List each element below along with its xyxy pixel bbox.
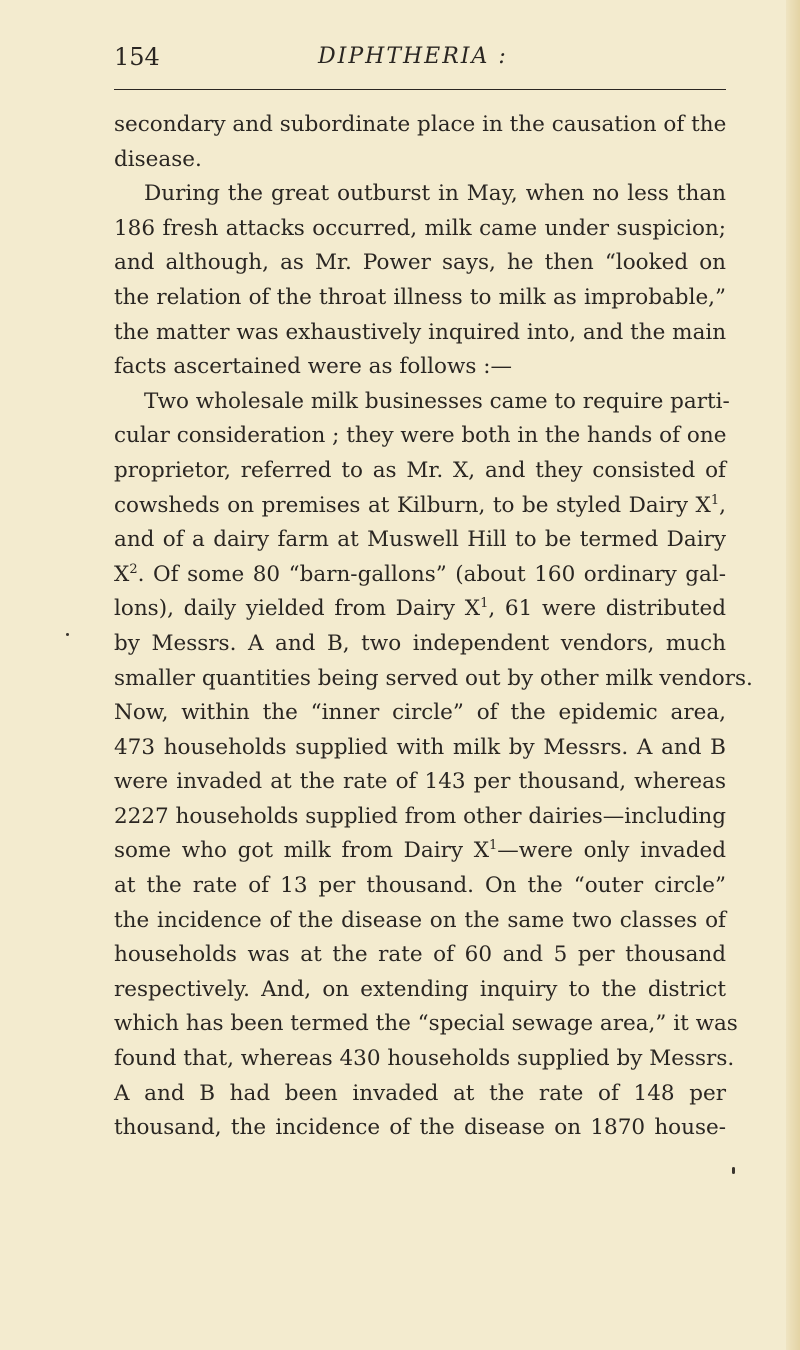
text-fragment: . Of some 80 “barn-gallons” (about 160 ordinary gal- bbox=[137, 561, 726, 587]
superscript: 1 bbox=[480, 596, 489, 612]
text-line: by Messrs. A and B, two independent vendors, much bbox=[114, 630, 726, 656]
text-fragment: , bbox=[719, 492, 726, 518]
text-line bbox=[114, 558, 726, 593]
superscript: 1 bbox=[489, 838, 498, 854]
text-line: households was at the rate of 60 and 5 per thousand bbox=[114, 942, 726, 968]
text-fragment: X bbox=[114, 561, 130, 587]
superscript: 2 bbox=[129, 561, 138, 577]
text-line: Two wholesale milk businesses came to require parti- bbox=[144, 388, 730, 414]
text-line: thousand, the incidence of the disease on 1870 house- bbox=[114, 1115, 726, 1141]
text-line: were invaded at the rate of 143 per thousand, whereas bbox=[114, 769, 726, 795]
text-line: 186 fresh attacks occurred, milk came under suspicion; bbox=[114, 215, 726, 241]
superscript: 1 bbox=[710, 492, 720, 508]
text-line: at the rate of 13 per thousand. On the “outer circle” bbox=[114, 873, 726, 899]
text-line: and of a dairy farm at Muswell Hill to be termed Dairy bbox=[114, 527, 726, 553]
text-line bbox=[114, 592, 726, 627]
text-fragment: —were only invaded bbox=[497, 838, 727, 864]
text-line: During the great outburst in May, when no less than bbox=[144, 181, 726, 207]
text-line: proprietor, referred to as Mr. X, and they consisted of bbox=[114, 457, 726, 483]
text-line: smaller quantities being served out by other milk vendors. bbox=[114, 665, 753, 691]
text-line: A and B had been invaded at the rate of 148 per bbox=[114, 1080, 726, 1106]
text-fragment: cowsheds on premises at Kilburn, to be styled Dairy X bbox=[114, 492, 711, 518]
text-line: found that, whereas 430 households supplied by Messrs. bbox=[114, 1046, 735, 1072]
text-line: and although, as Mr. Power says, he then “looked on bbox=[114, 250, 726, 276]
text-line: the incidence of the disease on the same two classes of bbox=[114, 907, 726, 933]
margin-mark bbox=[66, 633, 69, 636]
text-fragment: , 61 were distributed bbox=[488, 596, 726, 622]
text-line: respectively. And, on extending inquiry to the district bbox=[114, 976, 726, 1002]
text-line: facts ascertained were as follows :— bbox=[114, 354, 512, 380]
text-line: disease. bbox=[114, 146, 202, 172]
text-line: secondary and subordinate place in the causation of the bbox=[114, 112, 727, 137]
text-line: which has been termed the “special sewage area,” it was bbox=[114, 1011, 738, 1037]
text-line: the relation of the throat illness to milk as improbable,” bbox=[114, 284, 726, 310]
text-line: Now, within the “inner circle” of the epidemic area, bbox=[114, 700, 726, 726]
text-line: the matter was exhaustively inquired into, and the main bbox=[114, 319, 727, 345]
running-head: DIPHTHERIA : bbox=[318, 44, 508, 69]
text-line: 2227 households supplied from other dairies—including bbox=[114, 803, 726, 829]
text-fragment: lons), daily yielded from Dairy X bbox=[114, 596, 481, 622]
margin-dot bbox=[732, 1167, 735, 1174]
header-rule bbox=[114, 89, 726, 90]
text-line: 473 households supplied with milk by Messrs. A and B bbox=[114, 734, 726, 760]
text-line bbox=[114, 834, 726, 869]
text-line: cular consideration ; they were both in the hands of one bbox=[114, 423, 727, 449]
page-edge bbox=[786, 0, 800, 1350]
page-number: 154 bbox=[114, 43, 160, 71]
body-text bbox=[114, 108, 753, 1146]
text-fragment: some who got milk from Dairy X bbox=[114, 838, 490, 864]
text-line bbox=[114, 489, 726, 524]
